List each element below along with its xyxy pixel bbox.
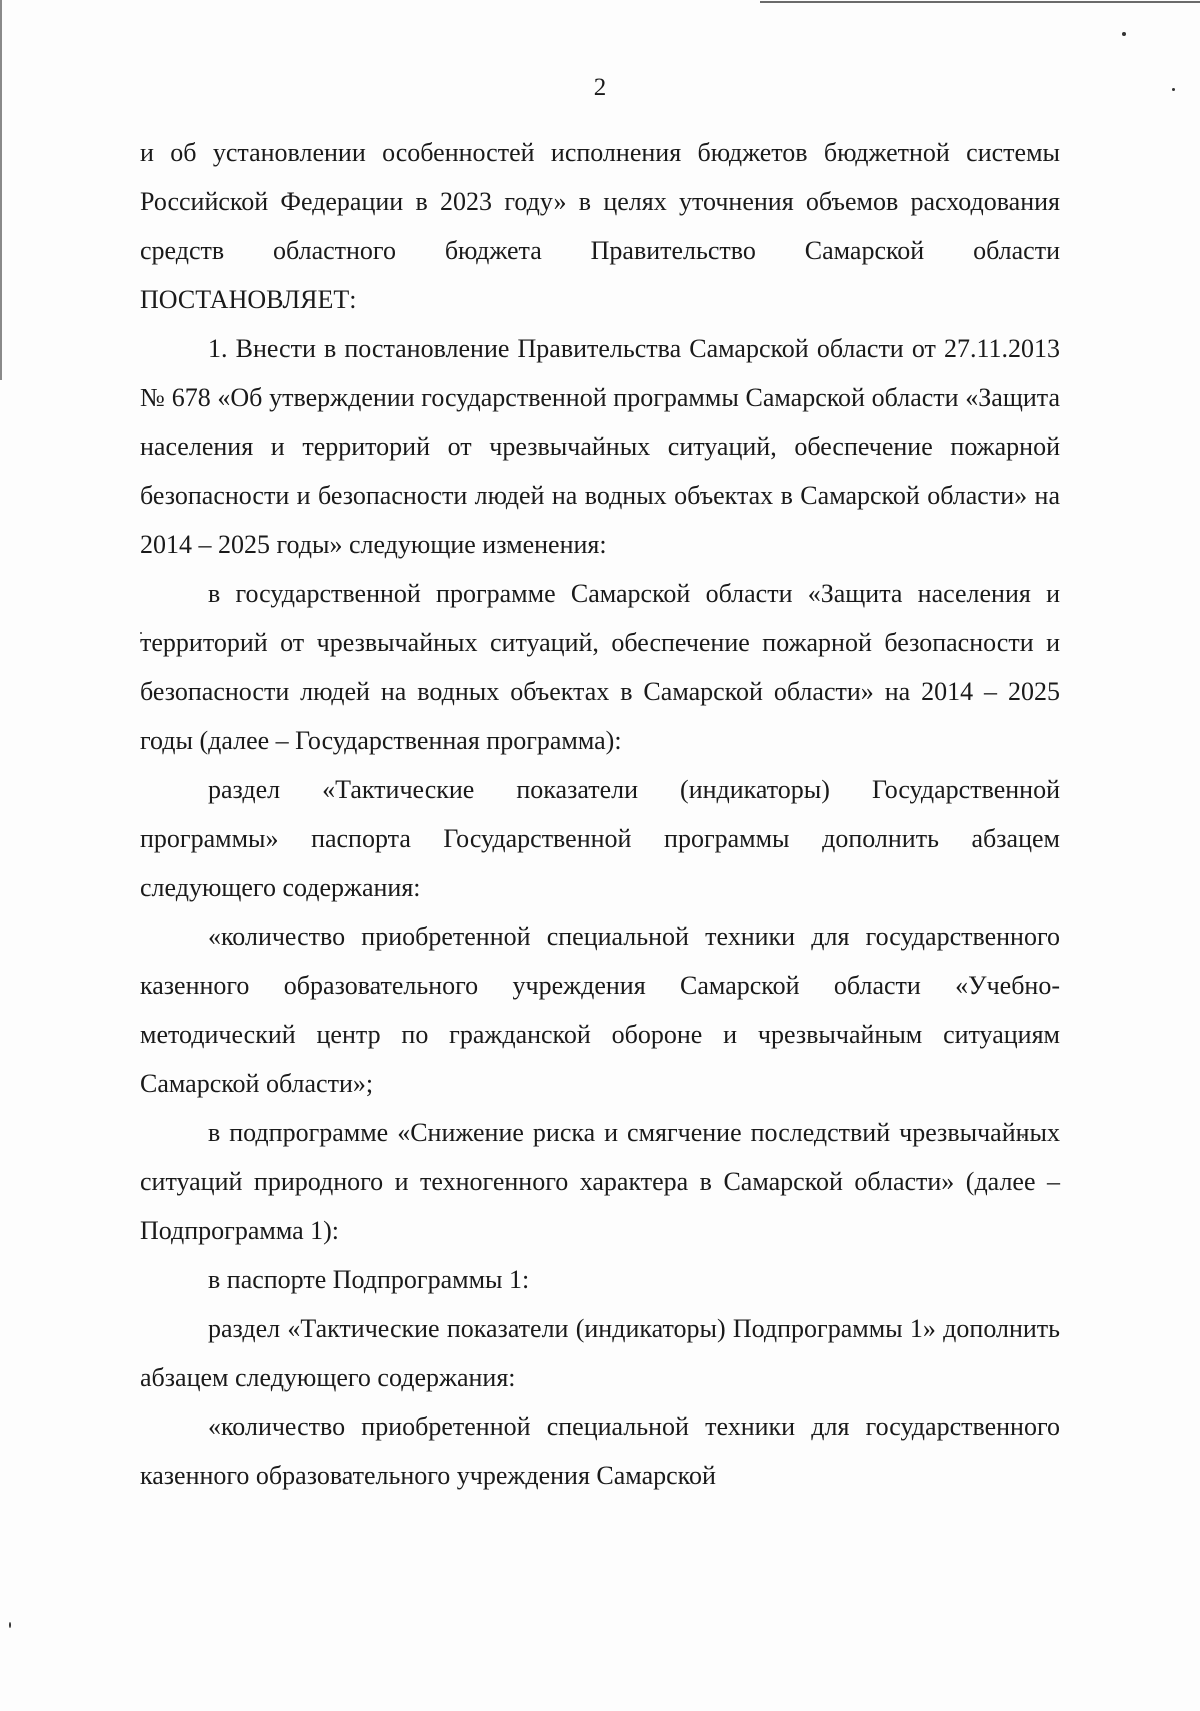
paragraph-section-indicators: раздел «Тактические показатели (индикаторы) Государственной программы» паспорта Государственной программы дополнить абзацем следующего содержания:: [140, 775, 1060, 902]
scan-edge-top: [760, 1, 1200, 3]
document-body: [140, 128, 1060, 1500]
paragraph-subprogram-1: в подпрограмме «Снижение риска и смягчение последствий чрезвычайных ситуаций природного и техногенного характера в Самарской области» (далее – Подпрограмма 1):: [140, 1118, 1060, 1245]
paragraph-quote-equipment: «количество приобретенной специальной техники для государственного казенного образовательного учреждения Самарской области «Учебно-методический центр по гражданской обороне и чрезвычайным ситуациям Самарской области»;: [140, 922, 1060, 1098]
scan-edge-left: [0, 0, 2, 380]
paragraph-subprogram-passport: в паспорте Подпрограммы 1:: [208, 1265, 530, 1294]
scan-speck: [1122, 32, 1126, 36]
paragraph-quote-equipment-2: «количество приобретенной специальной техники для государственного казенного образовательного учреждения Самарской: [140, 1412, 1060, 1490]
scan-speck: [9, 1622, 11, 1628]
paragraph-item-1: 1. Внести в постановление Правительства Самарской области от 27.11.2013 № 678 «Об утверждении государственной программы Самарской области «Защита населения и территорий от чрезвычайных ситуаций, обеспечение пожарной безопасности и безопасности людей на водных объектах в Самарской области» на 2014 – 2025 годы» следующие изменения:: [140, 334, 1060, 559]
page-number: 2: [593, 74, 607, 101]
paragraph-state-program: в государственной программе Самарской области «Защита населения и территорий от чрезвычайных ситуаций, обеспечение пожарной безопасности и безопасности людей на водных объектах в Самарской области» на 2014 – 2025 годы (далее – Государственная программа):: [140, 579, 1060, 755]
paragraph-intro: и об установлении особенностей исполнения бюджетов бюджетной системы Российской Федерации в 2023 году» в целях уточнения объемов расходования средств областного бюджета Правительство Самарской области ПОСТАНОВЛЯЕТ:: [140, 138, 1060, 314]
paragraph-subprogram-indicators: раздел «Тактические показатели (индикаторы) Подпрограммы 1» дополнить абзацем следующего содержания:: [140, 1314, 1060, 1392]
